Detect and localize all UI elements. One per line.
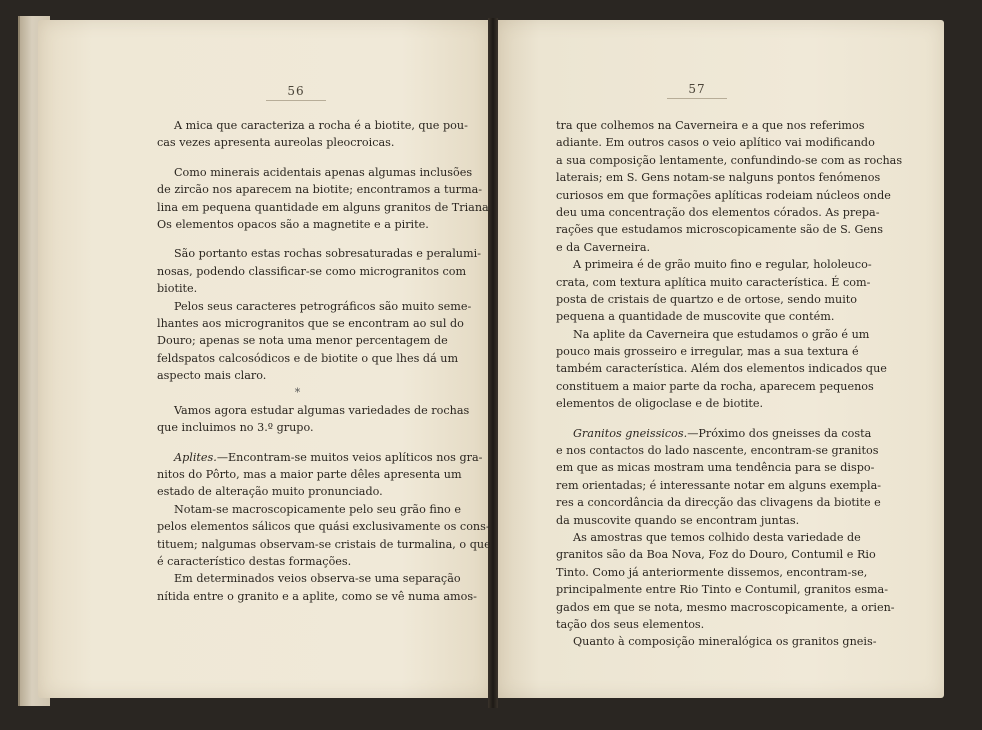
line-text: Como minerais acidentais apenas algumas inclusões [174,165,473,179]
line-text: adiante. Em outros casos o veio aplítico vai modificando [556,136,875,150]
line-text: Os elementos opacos são a magnetite e a pirite. [157,217,429,231]
line-text: e da Caverneira. [556,240,651,254]
section-heading: Granitos gneissicos. [573,426,688,440]
left-page-number: 56 [266,84,326,101]
line-text: tituem; nalgumas observam-se cristais de turmalina, o que [157,537,491,551]
line-text: estado de alteração muito pronunciado. [157,485,383,499]
text-line [556,134,875,151]
line-text: lhantes aos microgranitos que se encontram ao sul do [157,316,464,330]
text-line [157,181,483,198]
paragraph-gap [157,437,438,449]
text-line [157,419,438,436]
text-line [556,187,891,204]
right-page-text [556,117,903,651]
text-line [157,298,472,315]
section-separator: * [294,386,301,400]
text-line [157,367,438,384]
text-line [556,442,879,459]
line-text: nítida entre o granito e a aplite, como se vê numa amos- [157,589,477,603]
paragraph-gap [157,152,438,164]
text-line [556,343,859,360]
line-text: pelos elementos sálicos que quási exclusivamente os cons- [157,520,490,534]
left-page-text [157,117,493,605]
text-line [556,169,881,186]
paragraph-gap [157,233,438,245]
line-text: é característico destas formações. [157,554,352,568]
text-line [556,564,868,581]
text-line [157,536,491,553]
text-line [556,425,872,442]
text-line [157,570,461,587]
text-line [556,633,877,650]
text-line [556,599,895,616]
line-text: que incluimos no 3.º grupo. [157,421,314,435]
text-line [556,291,858,308]
text-line [157,518,490,535]
text-line [556,378,874,395]
text-line [157,501,461,518]
paragraph-gap [556,413,838,425]
text-line [556,581,888,598]
line-text: lina em pequena quantidade em alguns granitos de Triana. [157,200,493,214]
text-line [157,263,467,280]
text-line [556,308,838,325]
text-line [157,164,473,181]
line-text: a sua composição lentamente, confundindo-se com as rochas [556,153,903,167]
line-text: nitos do Pôrto, mas a maior parte dêles apresenta um [157,468,462,482]
text-line [556,477,882,494]
text-line [556,546,876,563]
text-line [157,315,464,332]
text-line [157,245,481,262]
line-text: feldspatos calcosódicos e de biotite o que lhes dá um [157,351,459,365]
text-line [556,117,865,134]
line-text: posta de cristais de quartzo e de ortose, sendo muito [556,292,858,306]
text-line [556,494,881,511]
line-text: Quanto à composição mineralógica os granitos gneis- [573,635,877,649]
text-line [556,274,871,291]
line-text: —Encontram-se muitos veios aplíticos nos gra- [216,450,483,464]
line-text: também característica. Além dos elementos indicados que [556,362,887,376]
line-text: Na aplite da Caverneira que estudamos o grão é um [573,327,870,341]
text-line [157,483,438,500]
text-line [157,280,438,297]
line-text: Douro; apenas se nota uma menor percentagem de [157,334,448,348]
section-heading: Aplites. [174,450,217,464]
line-text: nosas, podendo classificar-se como microgranitos com [157,264,467,278]
book-gutter [488,18,498,708]
right-page-number: 57 [667,82,727,99]
text-line [157,117,468,134]
line-text: curiosos em que formações aplíticas rodeiam núcleos onde [556,188,891,202]
line-text: e nos contactos do lado nascente, encontram-se granitos [556,444,879,458]
line-text: —Próximo dos gneisses da costa [687,426,872,440]
line-text: constituem a maior parte da rocha, aparecem pequenos [556,379,874,393]
text-line [157,449,483,466]
text-line [556,326,870,343]
text-line [157,332,448,349]
text-line [157,199,493,216]
text-line [556,459,875,476]
line-text: deu uma concentração dos elementos córados. As prepa- [556,205,880,219]
text-line [157,134,438,151]
line-text: As amostras que temos colhido desta variedade de [573,530,861,544]
line-text: São portanto estas rochas sobresaturadas e peralumi- [174,247,481,261]
line-text: pouco mais grosseiro e irregular, mas a sua textura é [556,345,859,359]
line-text: crata, com textura aplítica muito característica. É com- [556,275,871,289]
line-text: rem orientadas; é interessante notar em alguns exempla- [556,478,882,492]
line-text: Pelos seus caracteres petrográficos são muito seme- [174,299,472,313]
text-line [556,616,838,633]
line-text: biotite. [157,282,198,296]
text-line [556,395,838,412]
line-text: cas vezes apresenta aureolas pleocroicas. [157,136,395,150]
text-line [556,512,838,529]
text-line [556,529,861,546]
line-text: da muscovite quando se encontram juntas. [556,513,800,527]
text-line [157,553,438,570]
line-text: rações que estudamos microscopicamente são de S. Gens [556,223,883,237]
line-text: Vamos agora estudar algumas variedades de rochas [174,403,470,417]
line-text: de zircão nos aparecem na biotite; encontramos a turma- [157,183,483,197]
text-line [556,256,872,273]
line-text: tação dos seus elementos. [556,617,705,631]
line-text: Tinto. Como já anteriormente dissemos, encontram-se, [556,565,868,579]
text-line [157,466,462,483]
line-text: A mica que caracteriza a rocha é a biotite, que pou- [174,119,468,132]
line-text: gados em que se nota, mesmo macroscopicamente, a orien- [556,600,895,614]
text-line [157,402,470,419]
text-line [157,216,438,233]
line-text: laterais; em S. Gens notam-se nalguns pontos fenómenos [556,171,881,185]
line-text: principalmente entre Rio Tinto e Contumil, granitos esma- [556,583,888,597]
line-text: res a concordância da direcção das clivagens da biotite e [556,496,881,510]
text-line [556,152,903,169]
text-line [556,221,883,238]
text-line [556,204,880,221]
text-line [157,588,477,605]
line-text: em que as micas mostram uma tendência para se dispo- [556,461,875,475]
line-text: Notam-se macroscopicamente pelo seu grão fino e [174,502,461,516]
text-line [157,350,459,367]
line-text: Em determinados veios observa-se uma separação [174,572,461,586]
line-text: A primeira é de grão muito fino e regular, hololeuco- [573,258,872,272]
line-text: aspecto mais claro. [157,369,267,383]
line-text: pequena a quantidade de muscovite que contém. [556,310,835,324]
line-text: elementos de oligoclase e de biotite. [556,397,764,411]
text-line [556,360,887,377]
line-text: granitos são da Boa Nova, Foz do Douro, Contumil e Rio [556,548,876,562]
line-text: tra que colhemos na Caverneira e a que nos referimos [556,119,865,132]
text-line [556,239,838,256]
